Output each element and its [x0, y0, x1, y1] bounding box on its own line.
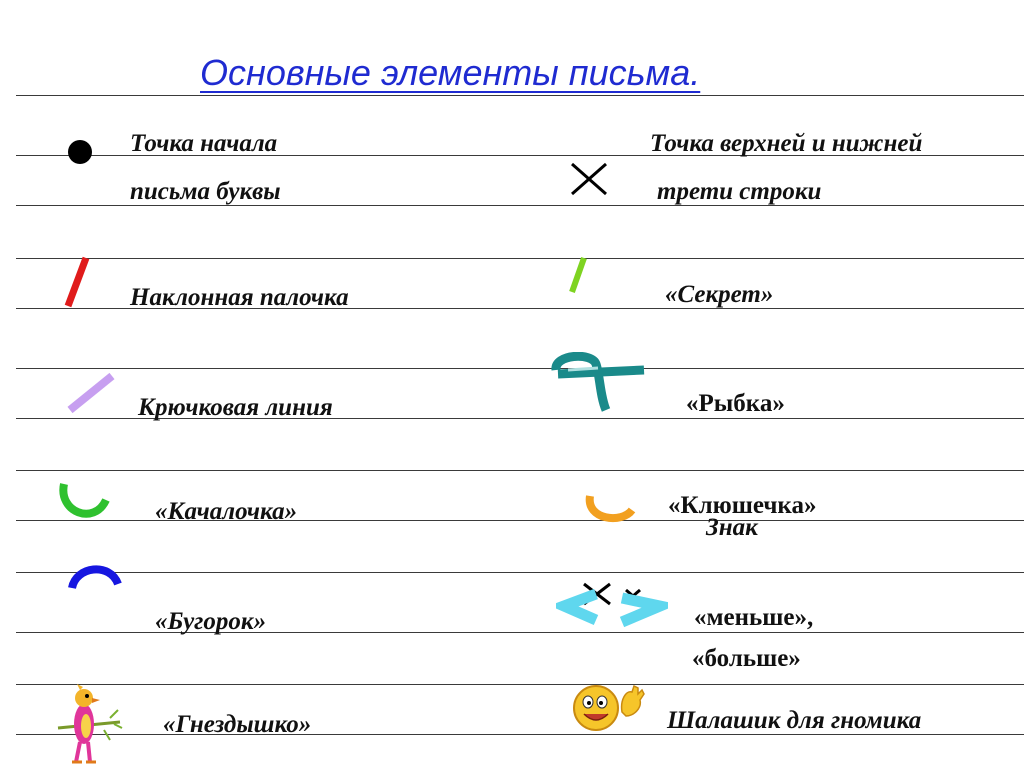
ruled-line [16, 95, 1024, 96]
label-hump: «Бугорок» [155, 608, 267, 635]
less-greater-signs-icon [556, 576, 668, 632]
bird-icon [54, 684, 126, 766]
label-cross-line1: Точка верхней и нижней [650, 130, 923, 157]
ruled-line [16, 572, 1024, 573]
label-gnome-hut: Шалашик для гномика [667, 707, 922, 734]
dot-icon [64, 136, 96, 168]
cross-icon [566, 160, 612, 198]
label-sign: Знак [706, 514, 758, 541]
label-hook-line: Крючковая линия [138, 394, 333, 421]
label-greater: «больше» [692, 645, 801, 672]
label-little-hook: «Клюшечка» [668, 492, 817, 519]
short-stick-icon [564, 254, 592, 296]
fish-loop-icon [548, 352, 648, 414]
label-less: «меньше», [694, 604, 814, 631]
label-swing: «Качалочка» [155, 498, 298, 525]
hook-line-icon [62, 370, 122, 416]
label-start-point-line2: письма буквы [130, 178, 281, 205]
label-start-point-line1: Точка начала [130, 130, 278, 157]
smiley-waving-icon [570, 682, 650, 734]
hump-arc-icon [66, 564, 124, 594]
label-secret: «Секрет» [665, 281, 774, 308]
ruled-line [16, 258, 1024, 259]
little-hook-icon [582, 490, 638, 526]
label-cross-line2: трети строки [657, 178, 822, 205]
ruled-line [16, 368, 1024, 369]
slanted-stick-icon [58, 252, 98, 312]
label-nest: «Гнездышко» [163, 711, 312, 738]
ruled-line [16, 470, 1024, 471]
ruled-line [16, 684, 1024, 685]
page-title: Основные элементы письма. [200, 52, 701, 93]
label-slanted-stick: Наклонная палочка [130, 284, 349, 311]
swing-curve-icon [54, 478, 114, 526]
label-fish: «Рыбка» [686, 390, 785, 417]
